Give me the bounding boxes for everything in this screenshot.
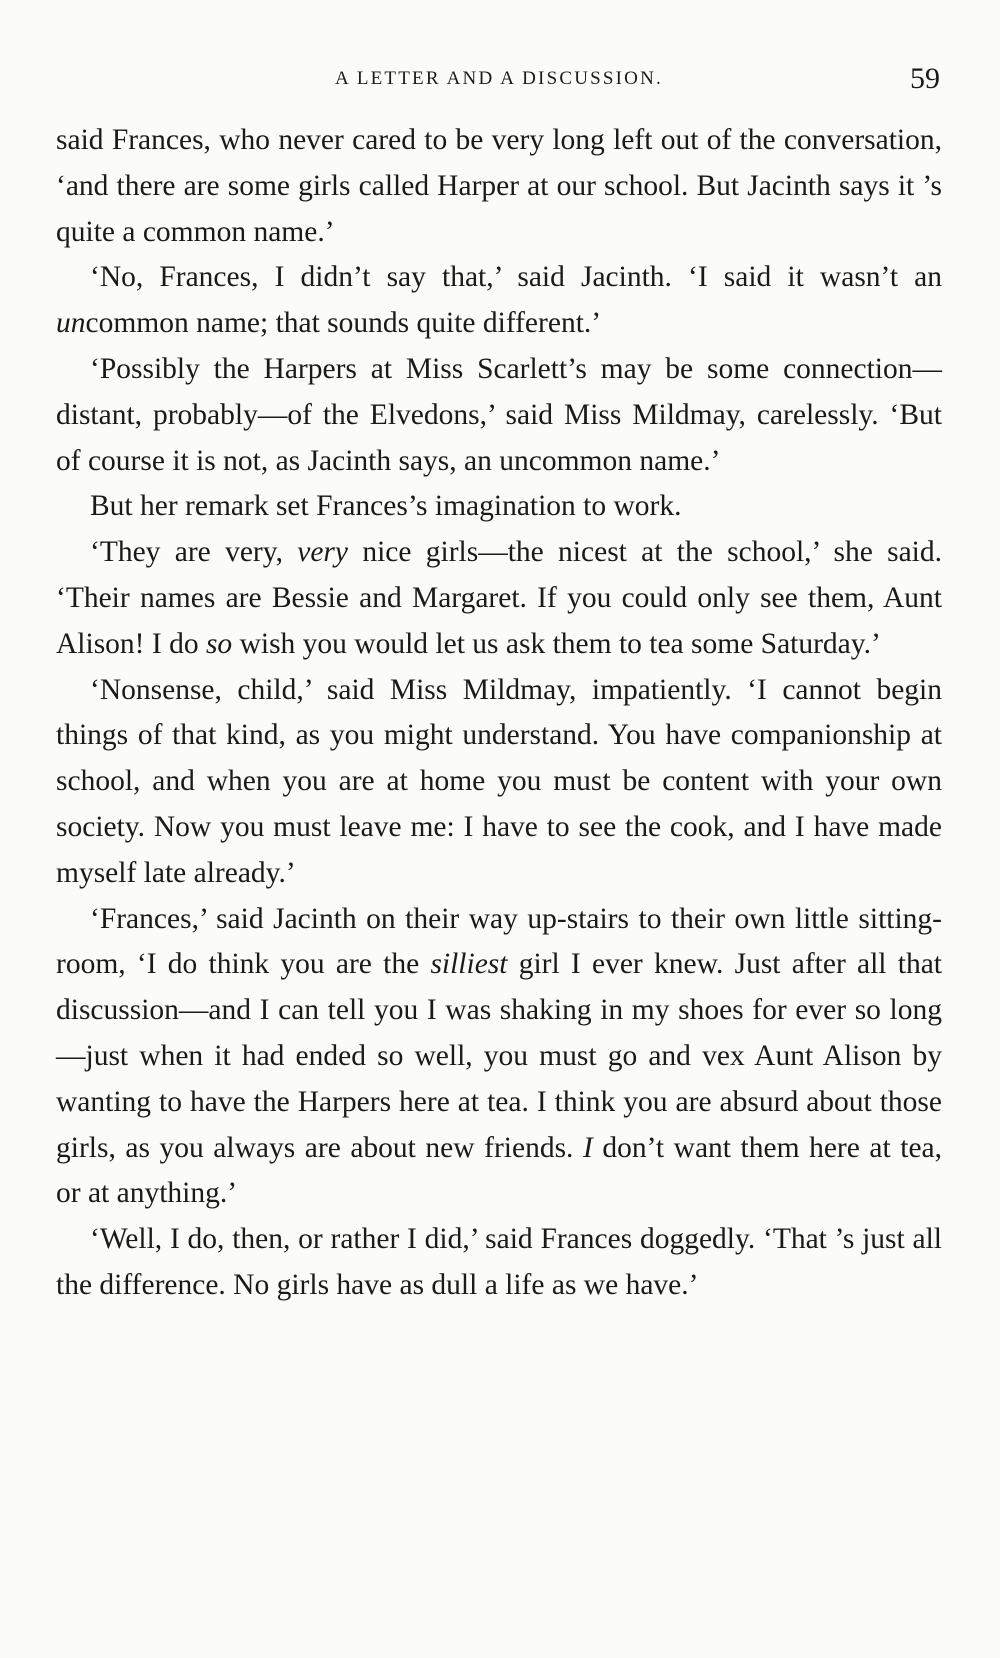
paragraph-4 — [56, 484, 942, 530]
italic-emphasis: I — [582, 1131, 593, 1164]
text-segment: ‘Frances,’ said Jacinth on their way up-stairs to their own little sitting-room, ‘I do think you are the — [56, 902, 942, 981]
page-number: 59 — [910, 62, 940, 95]
italic-emphasis: so — [205, 627, 233, 660]
text-segment: don’t want them here at tea, or at anything.’ — [56, 1131, 943, 1210]
paragraph-3 — [56, 347, 942, 484]
italic-emphasis: silliest — [430, 948, 508, 981]
running-title: A LETTER AND A DISCUSSION. — [335, 68, 663, 89]
running-head — [56, 62, 942, 102]
italic-emphasis: very — [297, 536, 349, 569]
text-segment: ‘Possibly the Harpers at Miss Scarlett’s may be some connection—distant, probably—of the Elvedons,’ said Miss Mildmay, carelessly. ‘But of course it is not, as Jacinth says, an uncommon name.’ — [56, 352, 942, 477]
text-segment: ‘Well, I do, then, or rather I did,’ said Frances doggedly. ‘That ’s just all the difference. No girls have as dull a life as we have.’ — [56, 1223, 942, 1301]
text-segment: wish you would let us ask them to tea some Saturday.’ — [232, 627, 881, 660]
text-segment: ‘Nonsense, child,’ said Miss Mildmay, impatiently. ‘I cannot begin things of that kind, as you might understand. You have companionship at school, and when you are at home you must be content with your own society. Now you must leave me: I have to see the cook, and I have made myself late already.’ — [56, 673, 942, 889]
italic-emphasis: un — [56, 307, 86, 340]
paragraph-7 — [56, 897, 942, 1218]
paragraph-1 — [56, 118, 942, 255]
text-segment: ‘They are very, — [90, 536, 298, 569]
text-segment: common name; that sounds quite different.’ — [85, 307, 602, 340]
paragraph-2 — [56, 255, 942, 347]
text-segment: said Frances, who never cared to be very long left out of the conversation, ‘and there are some girls called Harper at our school. But Jacinth says it ’s quite a common name.’ — [56, 124, 942, 248]
text-segment: nice girls—the nicest at the school,’ she said. ‘Their names are Bessie and Margaret. If you could only see them, Aunt Alison! I do — [56, 536, 942, 660]
text-segment: ‘No, Frances, I didn’t say that,’ said Jacinth. ‘I said it wasn’t an — [90, 261, 942, 294]
text-segment: girl I ever knew. Just after all that discussion—and I can tell you I was shaking in my shoes for ever so long—just when it had ended so well, you must go and vex Aunt Alison by wanting to have the Harpers here at tea. I think you are absurd about those girls, as you always are about new friends. — [56, 948, 942, 1164]
body-text — [56, 118, 942, 1309]
paragraph-8 — [56, 1217, 942, 1309]
text-segment: But her remark set Frances’s imagination to work. — [90, 490, 682, 523]
paragraph-5 — [56, 530, 942, 667]
paragraph-6 — [56, 668, 942, 897]
